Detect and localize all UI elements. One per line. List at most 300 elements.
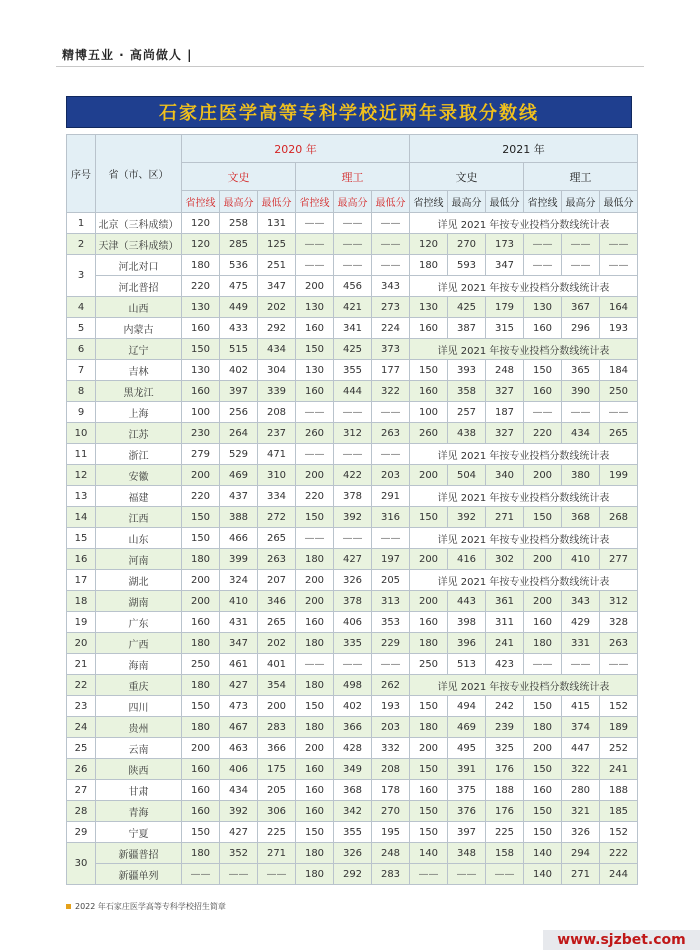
cell-score: 180 (296, 864, 334, 885)
row-seq: 1 (67, 213, 96, 234)
table-row (67, 654, 638, 675)
cell-score: 180 (296, 549, 334, 570)
row-seq: 26 (67, 759, 96, 780)
cell-score: 224 (372, 318, 410, 339)
cell-score: 332 (372, 738, 410, 759)
row-province: 江苏 (96, 423, 182, 444)
cell-score: 208 (258, 402, 296, 423)
cell-score: 340 (486, 465, 524, 486)
cell-dash: —— (296, 444, 334, 465)
cell-score: 327 (486, 423, 524, 444)
cell-score: 397 (448, 822, 486, 843)
cell-score: 283 (258, 717, 296, 738)
cell-score: 367 (562, 297, 600, 318)
cell-score: 200 (182, 738, 220, 759)
cell-score: 391 (448, 759, 486, 780)
cell-see-note: 详见 2021 年按专业投档分数线统计表 (410, 675, 638, 696)
header-2021-wenshi: 文史 (410, 163, 524, 191)
cell-score: 387 (448, 318, 486, 339)
cell-dash: —— (296, 654, 334, 675)
cell-score: 378 (334, 486, 372, 507)
cell-score: 434 (258, 339, 296, 360)
cell-score: 270 (448, 234, 486, 255)
cell-score: 220 (296, 486, 334, 507)
table-row (67, 402, 638, 423)
cell-score: 326 (334, 570, 372, 591)
cell-score: 265 (258, 612, 296, 633)
table-row (67, 738, 638, 759)
cell-score: 343 (372, 276, 410, 297)
cell-score: 388 (220, 507, 258, 528)
cell-see-note: 详见 2021 年按专业投档分数线统计表 (410, 570, 638, 591)
cell-score: 392 (448, 507, 486, 528)
footer (66, 901, 226, 912)
cell-score: 256 (220, 402, 258, 423)
cell-score: 150 (524, 822, 562, 843)
row-seq: 20 (67, 633, 96, 654)
table-row (67, 864, 638, 885)
row-seq: 22 (67, 675, 96, 696)
cell-dash: —— (258, 864, 296, 885)
table-row (67, 612, 638, 633)
cell-score: 341 (334, 318, 372, 339)
cell-dash: —— (334, 654, 372, 675)
cell-score: 200 (296, 570, 334, 591)
cell-score: 188 (600, 780, 638, 801)
cell-score: 392 (334, 507, 372, 528)
header-province: 省（市、区） (96, 135, 182, 213)
cell-dash: —— (372, 444, 410, 465)
row-province: 吉林 (96, 360, 182, 381)
row-province: 广东 (96, 612, 182, 633)
cell-score: 348 (448, 843, 486, 864)
cell-score: 536 (220, 255, 258, 276)
row-province: 山东 (96, 528, 182, 549)
cell-score: 220 (524, 423, 562, 444)
cell-score: 150 (410, 801, 448, 822)
cell-score: 376 (448, 801, 486, 822)
cell-score: 176 (486, 801, 524, 822)
cell-score: 200 (258, 696, 296, 717)
row-seq: 17 (67, 570, 96, 591)
cell-score: 310 (258, 465, 296, 486)
row-province: 河南 (96, 549, 182, 570)
cell-score: 347 (486, 255, 524, 276)
row-seq: 9 (67, 402, 96, 423)
cell-score: 263 (372, 423, 410, 444)
row-province: 河北对口 (96, 255, 182, 276)
row-province: 安徽 (96, 465, 182, 486)
row-province: 海南 (96, 654, 182, 675)
cell-score: 421 (334, 297, 372, 318)
table-row (67, 339, 638, 360)
cell-score: 225 (486, 822, 524, 843)
cell-see-note: 详见 2021 年按专业投档分数线统计表 (410, 276, 638, 297)
cell-score: 140 (410, 843, 448, 864)
cell-score: 326 (562, 822, 600, 843)
cell-score: 339 (258, 381, 296, 402)
cell-score: 296 (562, 318, 600, 339)
cell-score: 443 (448, 591, 486, 612)
row-seq: 7 (67, 360, 96, 381)
cell-score: 200 (524, 549, 562, 570)
cell-score: 434 (562, 423, 600, 444)
cell-score: 160 (296, 318, 334, 339)
cell-score: 150 (182, 528, 220, 549)
cell-score: 365 (562, 360, 600, 381)
header-2020-wenshi-zuigao: 最高分 (220, 191, 258, 213)
cell-score: 160 (182, 759, 220, 780)
cell-score: 263 (258, 549, 296, 570)
cell-score: 312 (600, 591, 638, 612)
cell-score: 467 (220, 717, 258, 738)
cell-score: 495 (448, 738, 486, 759)
cell-score: 150 (524, 696, 562, 717)
cell-score: 150 (182, 822, 220, 843)
cell-score: 199 (600, 465, 638, 486)
cell-score: 140 (524, 864, 562, 885)
cell-score: 180 (182, 675, 220, 696)
header-seq: 序号 (67, 135, 96, 213)
cell-score: 200 (410, 738, 448, 759)
cell-score: 200 (524, 465, 562, 486)
cell-score: 160 (524, 612, 562, 633)
header-2021-ligong: 理工 (524, 163, 638, 191)
cell-score: 280 (562, 780, 600, 801)
cell-score: 150 (296, 339, 334, 360)
row-seq: 14 (67, 507, 96, 528)
cell-score: 322 (372, 381, 410, 402)
cell-score: 160 (524, 780, 562, 801)
cell-score: 160 (296, 780, 334, 801)
cell-score: 160 (182, 780, 220, 801)
cell-score: 444 (334, 381, 372, 402)
cell-score: 456 (334, 276, 372, 297)
cell-score: 180 (524, 717, 562, 738)
row-province: 山西 (96, 297, 182, 318)
cell-score: 203 (372, 465, 410, 486)
cell-score: 173 (486, 234, 524, 255)
cell-dash: —— (334, 444, 372, 465)
cell-score: 368 (562, 507, 600, 528)
cell-score: 160 (410, 780, 448, 801)
cell-score: 202 (258, 297, 296, 318)
footer-square-icon (66, 904, 71, 909)
cell-see-note: 详见 2021 年按专业投档分数线统计表 (410, 213, 638, 234)
cell-dash: —— (600, 255, 638, 276)
cell-score: 150 (410, 360, 448, 381)
cell-score: 193 (372, 696, 410, 717)
cell-score: 160 (296, 612, 334, 633)
table-row (67, 381, 638, 402)
cell-score: 225 (258, 822, 296, 843)
row-province: 黑龙江 (96, 381, 182, 402)
cell-score: 264 (220, 423, 258, 444)
cell-score: 410 (220, 591, 258, 612)
cell-dash: —— (486, 864, 524, 885)
cell-dash: —— (524, 234, 562, 255)
cell-score: 265 (258, 528, 296, 549)
cell-score: 180 (182, 843, 220, 864)
cell-score: 241 (486, 633, 524, 654)
row-province: 河北普招 (96, 276, 182, 297)
cell-score: 423 (486, 654, 524, 675)
cell-dash: —— (334, 213, 372, 234)
cell-score: 260 (296, 423, 334, 444)
cell-score: 120 (410, 234, 448, 255)
site-watermark (543, 930, 700, 950)
row-seq: 5 (67, 318, 96, 339)
cell-dash: —— (296, 402, 334, 423)
cell-score: 292 (334, 864, 372, 885)
cell-score: 160 (296, 381, 334, 402)
title-banner (66, 96, 632, 128)
row-province: 天津（三科成绩） (96, 234, 182, 255)
cell-score: 248 (372, 843, 410, 864)
table-row (67, 570, 638, 591)
cell-score: 373 (372, 339, 410, 360)
row-province: 辽宁 (96, 339, 182, 360)
cell-score: 427 (220, 822, 258, 843)
cell-score: 335 (334, 633, 372, 654)
cell-score: 200 (410, 549, 448, 570)
table-row (67, 633, 638, 654)
cell-score: 416 (448, 549, 486, 570)
cell-score: 164 (600, 297, 638, 318)
header-2021-wenshi-zuidi: 最低分 (486, 191, 524, 213)
table-row (67, 843, 638, 864)
row-seq: 27 (67, 780, 96, 801)
table-row (67, 528, 638, 549)
cell-score: 260 (410, 423, 448, 444)
cell-score: 342 (334, 801, 372, 822)
cell-score: 263 (600, 633, 638, 654)
cell-score: 406 (220, 759, 258, 780)
cell-dash: —— (562, 234, 600, 255)
cell-score: 273 (372, 297, 410, 318)
cell-score: 184 (600, 360, 638, 381)
cell-score: 220 (182, 276, 220, 297)
row-province: 新疆普招 (96, 843, 182, 864)
table-body (67, 213, 638, 885)
row-seq: 6 (67, 339, 96, 360)
cell-score: 353 (372, 612, 410, 633)
cell-score: 197 (372, 549, 410, 570)
cell-score: 200 (296, 276, 334, 297)
cell-score: 358 (448, 381, 486, 402)
cell-score: 427 (220, 675, 258, 696)
row-province: 湖北 (96, 570, 182, 591)
cell-score: 529 (220, 444, 258, 465)
cell-score: 311 (486, 612, 524, 633)
row-seq: 4 (67, 297, 96, 318)
row-seq: 8 (67, 381, 96, 402)
cell-dash: —— (524, 654, 562, 675)
cell-dash: —— (600, 234, 638, 255)
cell-score: 180 (524, 633, 562, 654)
row-province: 重庆 (96, 675, 182, 696)
row-province: 贵州 (96, 717, 182, 738)
cell-score: 160 (410, 612, 448, 633)
cell-score: 378 (334, 591, 372, 612)
cell-score: 429 (562, 612, 600, 633)
cell-score: 160 (182, 801, 220, 822)
cell-score: 315 (486, 318, 524, 339)
cell-score: 130 (182, 297, 220, 318)
cell-score: 425 (448, 297, 486, 318)
cell-score: 271 (486, 507, 524, 528)
cell-score: 150 (524, 801, 562, 822)
cell-see-note: 详见 2021 年按专业投档分数线统计表 (410, 339, 638, 360)
cell-score: 150 (182, 507, 220, 528)
table-row (67, 234, 638, 255)
header-2020-ligong-shengkong: 省控线 (296, 191, 334, 213)
header-2020-ligong-zuidi: 最低分 (372, 191, 410, 213)
row-seq: 16 (67, 549, 96, 570)
cell-dash: —— (524, 402, 562, 423)
cell-score: 271 (562, 864, 600, 885)
cell-score: 321 (562, 801, 600, 822)
cell-score: 189 (600, 717, 638, 738)
cell-score: 346 (258, 591, 296, 612)
cell-score: 366 (334, 717, 372, 738)
cell-score: 188 (486, 780, 524, 801)
header-2020-wenshi: 文史 (182, 163, 296, 191)
cell-see-note: 详见 2021 年按专业投档分数线统计表 (410, 444, 638, 465)
cell-score: 180 (410, 717, 448, 738)
cell-score: 425 (334, 339, 372, 360)
cell-score: 130 (296, 297, 334, 318)
header-2020-wenshi-shengkong: 省控线 (182, 191, 220, 213)
cell-score: 180 (410, 633, 448, 654)
row-province: 江西 (96, 507, 182, 528)
cell-dash: —— (372, 213, 410, 234)
header-2020-ligong: 理工 (296, 163, 410, 191)
cell-score: 285 (220, 234, 258, 255)
cell-dash: —— (296, 255, 334, 276)
row-seq: 25 (67, 738, 96, 759)
row-seq: 10 (67, 423, 96, 444)
table-header (67, 135, 638, 213)
cell-dash: —— (600, 654, 638, 675)
cell-score: 185 (600, 801, 638, 822)
cell-score: 200 (182, 570, 220, 591)
footer-text: 2022 年石家庄医学高等专科学校招生简章 (75, 902, 226, 911)
cell-score: 200 (296, 738, 334, 759)
cell-score: 187 (486, 402, 524, 423)
cell-score: 160 (296, 801, 334, 822)
cell-score: 160 (182, 318, 220, 339)
cell-score: 241 (600, 759, 638, 780)
row-province: 四川 (96, 696, 182, 717)
cell-score: 494 (448, 696, 486, 717)
row-province: 宁夏 (96, 822, 182, 843)
cell-score: 242 (486, 696, 524, 717)
cell-score: 205 (258, 780, 296, 801)
row-province: 云南 (96, 738, 182, 759)
header-2021-ligong-zuigao: 最高分 (562, 191, 600, 213)
cell-dash: —— (296, 213, 334, 234)
cell-score: 202 (258, 633, 296, 654)
cell-score: 268 (600, 507, 638, 528)
cell-score: 176 (486, 759, 524, 780)
cell-score: 292 (258, 318, 296, 339)
cell-score: 130 (524, 297, 562, 318)
row-seq: 13 (67, 486, 96, 507)
cell-score: 130 (296, 360, 334, 381)
row-province: 北京（三科成绩） (96, 213, 182, 234)
cell-score: 150 (410, 759, 448, 780)
cell-dash: —— (372, 402, 410, 423)
cell-dash: —— (334, 255, 372, 276)
cell-score: 150 (296, 696, 334, 717)
cell-score: 366 (258, 738, 296, 759)
header-2021-ligong-zuidi: 最低分 (600, 191, 638, 213)
cell-score: 406 (334, 612, 372, 633)
cell-score: 100 (182, 402, 220, 423)
cell-score: 343 (562, 591, 600, 612)
cell-score: 193 (600, 318, 638, 339)
cell-score: 100 (410, 402, 448, 423)
cell-score: 180 (296, 675, 334, 696)
cell-score: 438 (448, 423, 486, 444)
cell-dash: —— (182, 864, 220, 885)
cell-score: 396 (448, 633, 486, 654)
cell-score: 347 (220, 633, 258, 654)
cell-score: 270 (372, 801, 410, 822)
cell-dash: —— (296, 528, 334, 549)
cell-score: 120 (182, 234, 220, 255)
cell-score: 433 (220, 318, 258, 339)
cell-dash: —— (296, 234, 334, 255)
table-row (67, 780, 638, 801)
cell-score: 200 (182, 591, 220, 612)
cell-score: 160 (296, 759, 334, 780)
cell-dash: —— (372, 528, 410, 549)
table-row (67, 360, 638, 381)
cell-score: 431 (220, 612, 258, 633)
cell-score: 374 (562, 717, 600, 738)
cell-score: 504 (448, 465, 486, 486)
cell-score: 398 (448, 612, 486, 633)
cell-dash: —— (410, 864, 448, 885)
cell-dash: —— (448, 864, 486, 885)
cell-dash: —— (372, 255, 410, 276)
header-year-2021: 2021 年 (410, 135, 638, 163)
row-province: 浙江 (96, 444, 182, 465)
row-province: 陕西 (96, 759, 182, 780)
cell-score: 313 (372, 591, 410, 612)
cell-score: 463 (220, 738, 258, 759)
cell-score: 434 (220, 780, 258, 801)
cell-score: 449 (220, 297, 258, 318)
table-row (67, 444, 638, 465)
cell-score: 200 (182, 465, 220, 486)
cell-score: 180 (182, 255, 220, 276)
cell-score: 262 (372, 675, 410, 696)
cell-score: 180 (182, 717, 220, 738)
cell-score: 390 (562, 381, 600, 402)
cell-dash: —— (220, 864, 258, 885)
cell-score: 251 (258, 255, 296, 276)
cell-score: 328 (600, 612, 638, 633)
row-seq: 19 (67, 612, 96, 633)
cell-score: 427 (334, 549, 372, 570)
cell-score: 125 (258, 234, 296, 255)
cell-score: 437 (220, 486, 258, 507)
cell-score: 179 (486, 297, 524, 318)
cell-score: 160 (410, 318, 448, 339)
